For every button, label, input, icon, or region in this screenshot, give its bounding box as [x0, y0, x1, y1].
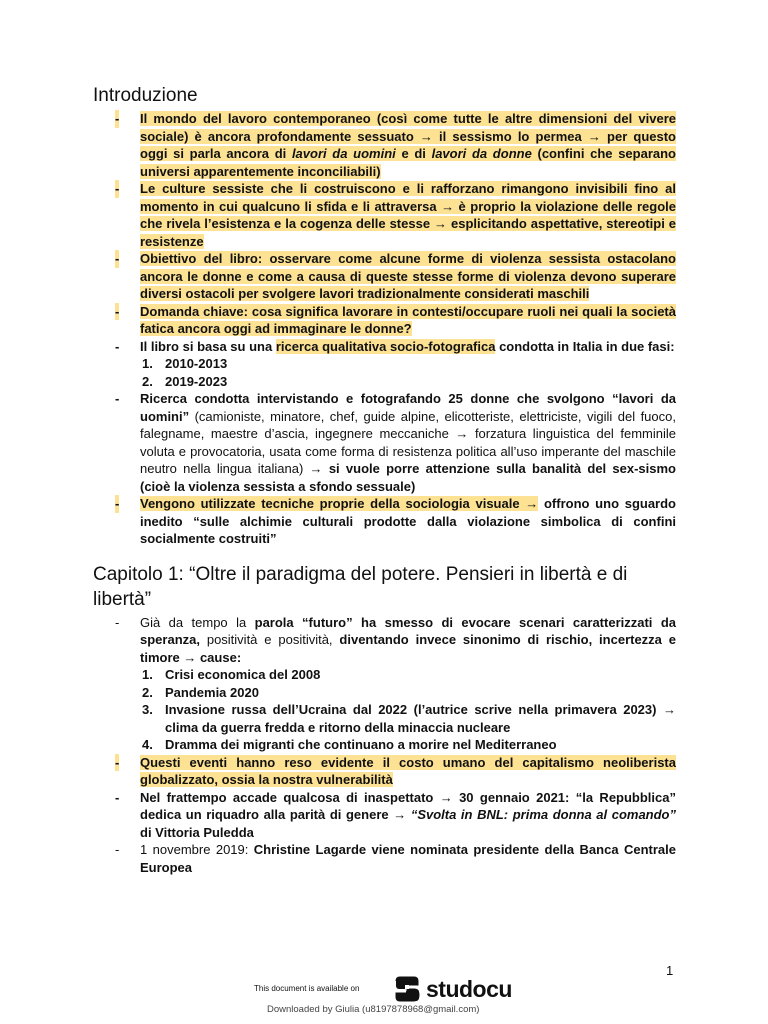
- bullet-text: Vengono utilizzate tecniche proprie della sociologia visuale →: [140, 496, 539, 511]
- numbered-item: [140, 736, 676, 754]
- bullet-text: Il libro si basa su una: [140, 338, 276, 354]
- numbered-sublist: [140, 666, 676, 754]
- numbered-item: [140, 666, 676, 684]
- bullet-text: Ricerca condotta intervistando e fotografando 25 donne che svolgono “lavori da uomini”: [140, 391, 676, 424]
- bullet-text: Christine Lagarde viene nominata presidente della Banca Centrale Europea: [140, 842, 676, 875]
- bullet-text: (camioniste, minatore, chef, guide alpine, elicotteriste, elettriciste, vigili del fuoco, falegname, maestre d’ascia, ingegnere meccaniche → forzatura linguistica del femminile voluta e provocatoria, usata come forma di resistenza politica all’uso imperante del maschile neutro nella lingua italiana) →: [140, 408, 676, 476]
- section-title-introduzione: Introduzione: [93, 85, 198, 106]
- numbered-item-text: Dramma dei migranti che continuano a morire nel Mediterraneo: [165, 737, 557, 752]
- page-number: 1: [666, 963, 674, 978]
- studocu-brand-text: studocu: [426, 975, 512, 1002]
- numbered-sublist: [140, 355, 676, 390]
- item-number: 1.: [142, 356, 153, 371]
- numbered-item: [140, 373, 676, 391]
- bullet-dash: -: [115, 842, 120, 857]
- item-number: 1.: [142, 667, 153, 682]
- bullet-text: condotta in Italia in due fasi:: [495, 338, 675, 354]
- bullet-item: [93, 180, 676, 250]
- section-title-capitolo-1: Capitolo 1: “Oltre il paradigma del potere. Pensieri in libertà e di libertà”: [93, 563, 628, 610]
- bullet-dash: -: [115, 614, 120, 630]
- bullet-text: lavori da uomini: [291, 146, 396, 161]
- bullet-text: di Vittoria Puledda: [140, 824, 254, 840]
- studocu-logo[interactable]: [392, 974, 512, 1004]
- studocu-logo-icon: [392, 974, 422, 1004]
- bullet-item: [93, 390, 676, 495]
- bullet-item: [93, 614, 676, 754]
- numbered-item: [140, 355, 676, 373]
- bullet-dash: -: [115, 111, 120, 126]
- bullet-item: [93, 495, 676, 548]
- bullet-item: [93, 110, 676, 180]
- numbered-item-text: Invasione russa dell’Ucraina dal 2022 (l’autrice scrive nella primavera 2023) → clima da guerra fredda e ritorno della minaccia nucleare: [165, 702, 676, 735]
- numbered-item: [140, 684, 676, 702]
- intro-bullet-list: [93, 110, 676, 548]
- bullet-text: 1 novembre 2019:: [140, 842, 254, 857]
- bullet-text: e di: [395, 146, 432, 161]
- bullet-text: offrono uno sguardo inedito “sulle alchimie culturali prodotte dalla violazione simbolica di confini socialmente costruiti”: [140, 496, 676, 546]
- chapter1-bullet-list: [93, 614, 676, 877]
- bullet-item: [93, 250, 676, 303]
- item-number: 3.: [142, 702, 153, 717]
- bullet-dash: -: [115, 496, 120, 511]
- numbered-item: [140, 701, 676, 736]
- bullet-item: [93, 841, 676, 876]
- numbered-item-text: Pandemia 2020: [165, 684, 259, 700]
- bullet-item: [93, 338, 676, 391]
- bullet-dash: -: [115, 251, 120, 266]
- numbered-item-text: 2010-2013: [165, 356, 228, 371]
- numbered-item-text: Crisi economica del 2008: [165, 667, 321, 682]
- bullet-dash: -: [115, 338, 120, 354]
- bullet-text: Questi eventi hanno reso evidente il costo umano del capitalismo neoliberista globalizzato, ossia la nostra vulnerabilità: [140, 754, 676, 787]
- bullet-item: [93, 754, 676, 789]
- bullet-item: [93, 789, 676, 842]
- bullet-dash: -: [115, 754, 120, 770]
- item-number: 2.: [142, 373, 153, 389]
- bullet-text: si vuole porre attenzione sulla banalità del sex-sismo (cioè la violenza sessista a sfondo sessuale): [140, 461, 677, 494]
- bullet-text: “Svolta in BNL: prima donna al comando”: [410, 807, 677, 822]
- bullet-text: Obiettivo del libro: osservare come alcune forme di violenza sessista ostacolano ancora le donne e come a causa di queste stesse forme di violenza devono superare diversi ostacoli per svolgere lavori tradizionalmente considerati maschili: [140, 251, 676, 301]
- bullet-text: parola “futuro” ha smesso di evocare scenari caratterizzati da speranza,: [140, 614, 676, 647]
- bullet-text: positività e positività,: [199, 632, 340, 647]
- document-page: [93, 84, 676, 876]
- bullet-text: Già da tempo la: [140, 614, 255, 630]
- bullet-text: (confini che separano universi apparentemente inconciliabili): [140, 146, 676, 179]
- item-number: 4.: [142, 737, 153, 752]
- bullet-text: Nel frattempo accade qualcosa di inaspettato → 30 gennaio 2021: “la Repubblica” dedica un riquadro alla parità di genere →: [140, 789, 676, 822]
- bullet-text: Domanda chiave: cosa significa lavorare in contesti/occupare ruoli nei quali la società fatica ancora oggi ad immaginare le donne?: [140, 303, 676, 336]
- bullet-text: ricerca qualitativa socio-fotografica: [275, 338, 496, 354]
- bullet-text: Il mondo del lavoro contemporaneo (così come tutte le altre dimensioni del vivere sociale) è ancora profondamente sessuato → il sessismo lo permea → per questo oggi si parla ancora di: [140, 111, 676, 161]
- bullet-dash: -: [115, 181, 120, 196]
- downloaded-by-text: Downloaded by Giulia (u8197878968@gmail.com): [267, 1004, 480, 1015]
- item-number: 2.: [142, 684, 153, 700]
- bullet-text: Le culture sessiste che li costruiscono e li rafforzano rimangono invisibili fino al momento in cui qualcuno li sfida e li attraversa → è proprio la violazione delle regole che rivela l’esistenza e la cogenza delle stesse → esplicitando aspettative, stereotipi e resistenze: [140, 181, 676, 249]
- bullet-text: diventando invece sinonimo di rischio, incertezza e timore → cause:: [140, 632, 676, 665]
- numbered-item-text: 2019-2023: [165, 373, 228, 389]
- bullet-dash: -: [115, 303, 120, 319]
- bullet-text: lavori da donne: [431, 146, 532, 161]
- bullet-dash: -: [115, 391, 120, 406]
- bullet-dash: -: [115, 789, 120, 805]
- bullet-item: [93, 303, 676, 338]
- availability-text: This document is available on: [254, 984, 360, 993]
